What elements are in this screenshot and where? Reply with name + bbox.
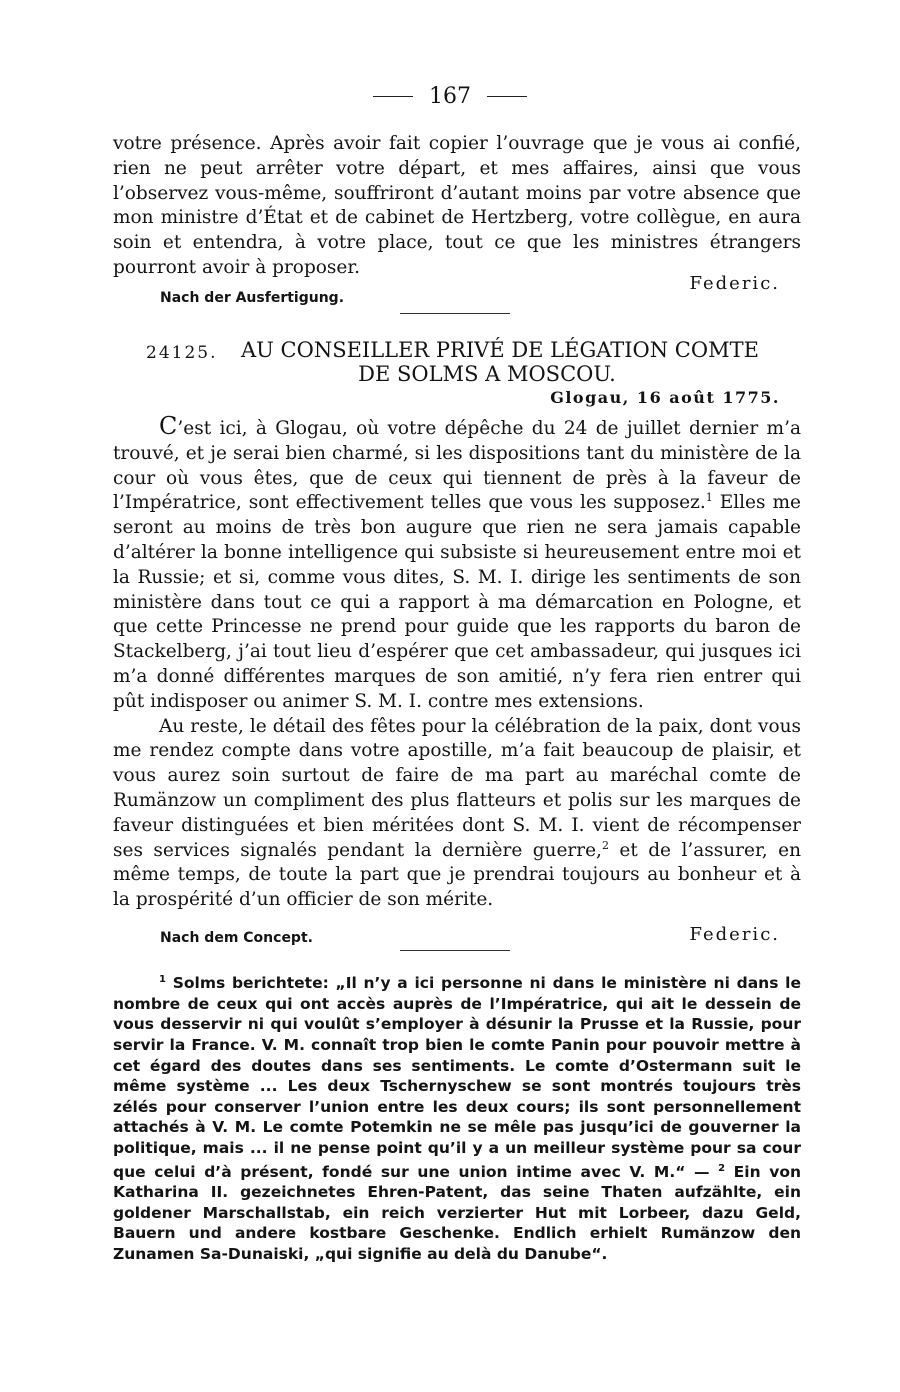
letter-source: Nach dem Concept. (160, 930, 313, 946)
letter-title-line1: AU CONSEILLER PRIVÉ DE LÉGATION COMTE (241, 338, 759, 362)
page-header (0, 84, 900, 109)
drop-cap: C (159, 412, 178, 440)
letter-paragraph-1 (113, 414, 801, 715)
previous-letter-paragraph: votre présence. Après avoir fait copier l’ouvrage que je vous ai confié, rien ne peut arrêter votre départ, et mes affaires, ainsi que vous l’observez vous-même, souffriront d’autant moins par votre absence que mon ministre d’État et de cabinet de Hertzberg, votre collègue, en aura soin et entendra, à votre place, tout ce que les ministres étrangers pourront avoir à proposer. (113, 133, 801, 278)
previous-letter-signature: Federic. (689, 273, 780, 294)
footnote-text (113, 970, 801, 1265)
footnote-mark-2: 2 (718, 1162, 726, 1174)
letter-title-line2: DE SOLMS A MOSCOU. (358, 362, 616, 386)
header-dash-right (487, 96, 527, 97)
paragraph-2-text-a: Au reste, le détail des fêtes pour la célébration de la paix, dont vous me rendez compte dans votre apostille, m’a fait beaucoup de plaisir, et vous aurez soin surtout de faire de ma part au maréchal comte de Rumänzow un compliment des plus flatteurs et polis sur les marques de faveur distinguées et bien méritées dont S. M. I. vient de récompenser ses services signalés pendant la dernière guerre, (113, 715, 801, 861)
footnote-ref-1: 1 (705, 491, 713, 505)
letter-paragraph-2 (113, 715, 801, 913)
letter-body (113, 414, 801, 913)
footnote-2-text: Ein von Katharina II. gezeichnetes Ehren-Patent, das seine Thaten aufzählte, ein goldener Marschallstab, ein reich verzierter Hut mit Lorbeer, dazu Geld, Bauern und andere kostbare Geschenke. Endlich erhielt Rumänzow den Zunamen Sa-Dunaiski, „qui signifie au delà du Danube“. (113, 1162, 802, 1264)
letter-heading (113, 338, 801, 386)
letter-number: 24125. (146, 343, 218, 363)
paragraph-1-text-a: ’est ici, à Glogau, où votre dépêche du 24 de juillet dernier m’a trouvé, et je serai bien charmé, si les dispositions tant du ministère de la cour où vous êtes, que de ceux qui tiennent de près à la faveur de l’Impératrice, sont effectivement telles que vous les supposez. (113, 418, 801, 514)
previous-letter-body (113, 132, 801, 281)
footnote-ref-2: 2 (601, 838, 609, 852)
previous-letter-source: Nach der Ausfertigung. (160, 290, 345, 306)
page-number: 167 (429, 84, 471, 109)
letter-signature: Federic. (689, 924, 780, 945)
footnote-separator-rule (400, 950, 510, 951)
footnote-1-text: Solms berichtete: „Il n’y a ici personne ni dans le ministère ni dans le nombre de ceux qui ont accès auprès de l’Impératrice, qui ait le dessein de vous desservir ni qui voulût s’employer à désunir la Prusse et la Russie, pour servir la France. V. M. connaît trop bien le comte Panin pour pouvoir mettre à cet égard des doutes dans ses sentiments. Le comte d’Ostermann suit le même système ... Les deux Tschernyschew se sont montrés toujours très zélés pour conserver l’union entre les deux cours; ils sont personnellement attachés à V. M. Le comte Potemkin ne se mêle pas jusqu’ici de gouverner la politique, mais ... il ne pense point qu’il y a un meilleur système pour sa cour que celui d’à présent, fondé sur une union intime avec V. M.“ — (113, 974, 801, 1181)
separator-rule (400, 313, 510, 314)
letter-dateline: Glogau, 16 août 1775. (550, 388, 780, 407)
footnotes (113, 970, 801, 1265)
paragraph-2-text-b: et de l’assurer, en même temps, de toute la part que je prendrai toujours au bonheur et à la prospérité d’un officier de son mérite. (113, 839, 801, 911)
footnote-mark-1: 1 (159, 974, 166, 985)
header-dash-left (373, 96, 413, 97)
paragraph-1-text-b: Elles me seront au moins de très bon augure que rien ne sera jamais capable d’altérer la bonne intelligence qui subsiste si heureusement entre moi et la Russie; et si, comme vous dites, S. M. I. dirige les sentiments de son ministère dans tout ce qui a rapport à ma démarcation en Pologne, et que cette Princesse ne prend pour guide que les rapports du baron de Stackelberg, j’ai tout lieu d’espérer que cet ambassadeur, qui jusques ici m’a donné différentes marques de son amitié, n’y fera rien entrer qui pût indisposer ou animer S. M. I. contre mes extensions. (113, 492, 801, 712)
